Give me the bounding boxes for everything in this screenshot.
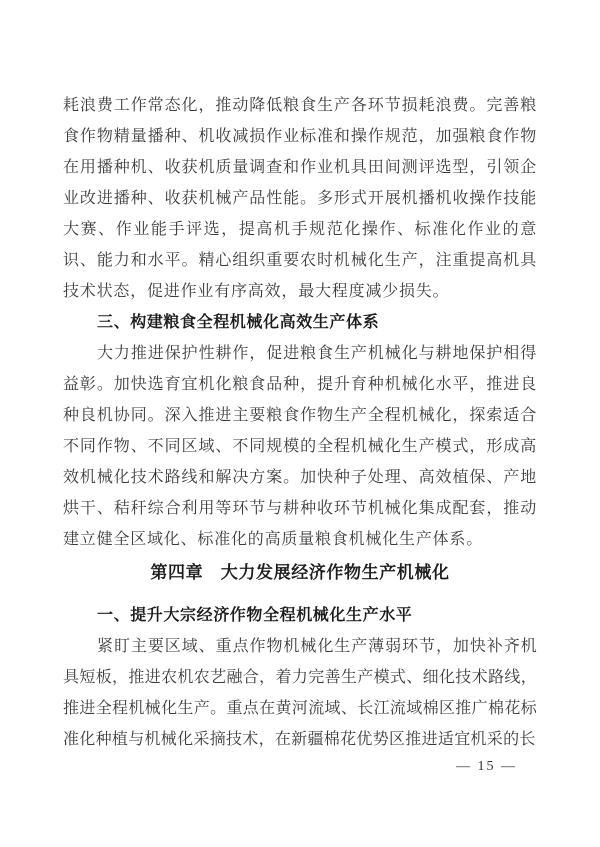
- page-number: — 15 —: [456, 759, 517, 774]
- section-heading-three: 三、构建粮食全程机械化高效生产体系: [97, 314, 380, 331]
- chapter-four-heading: 第四章 大力发展经济作物生产机械化: [150, 563, 450, 582]
- paragraph-continuation: 耗浪费工作常态化，推动降低粮食生产各环节损耗浪费。完善粮食作物精量播种、机收减损作业标准和操作规范，加强粮食作物在用播种机、收获机质量调查和作业机具田间测评选型，引领企业改进播种、收获机械产品性能。多形式开展机播机收操作技能大赛、作业能手评选，提高机手规范化操作、标准化作业的意识、能力和水平。精心组织重要农时机械化生产，注重提高机具技术状态，促进作业有序高效，最大程度减少损失。: [63, 97, 537, 300]
- paragraph-section-one: 紧盯主要区域、重点作物机械化生产薄弱环节，加快补齐机具短板，推进农机农艺融合，着力完善生产模式、细化技术路线，推进全程机械化生产。重点在黄河流域、长江流域棉区推广棉花标准化种植与机械化采摘技术，在新疆棉花优势区推进适宜机采的长: [63, 638, 537, 748]
- paragraph-section-three: 大力推进保护性耕作，促进粮食生产机械化与耕地保护相得益彰。加快选育宜机化粮食品种，提升育种机械化水平，推进良种良机协同。深入推进主要粮食作物生产全程机械化，探索适合不同作物、不同区域、不同规模的全程机械化生产模式，形成高效机械化技术路线和解决方案。加快种子处理、高效植保、产地烘干、秸秆综合利用等环节与耕种收环节机械化集成配套，推动建立健全区域化、标准化的高质量粮食机械化生产体系。: [63, 345, 537, 548]
- section-heading-one: 一、提升大宗经济作物全程机械化生产水平: [97, 607, 413, 624]
- page-content: [63, 90, 537, 755]
